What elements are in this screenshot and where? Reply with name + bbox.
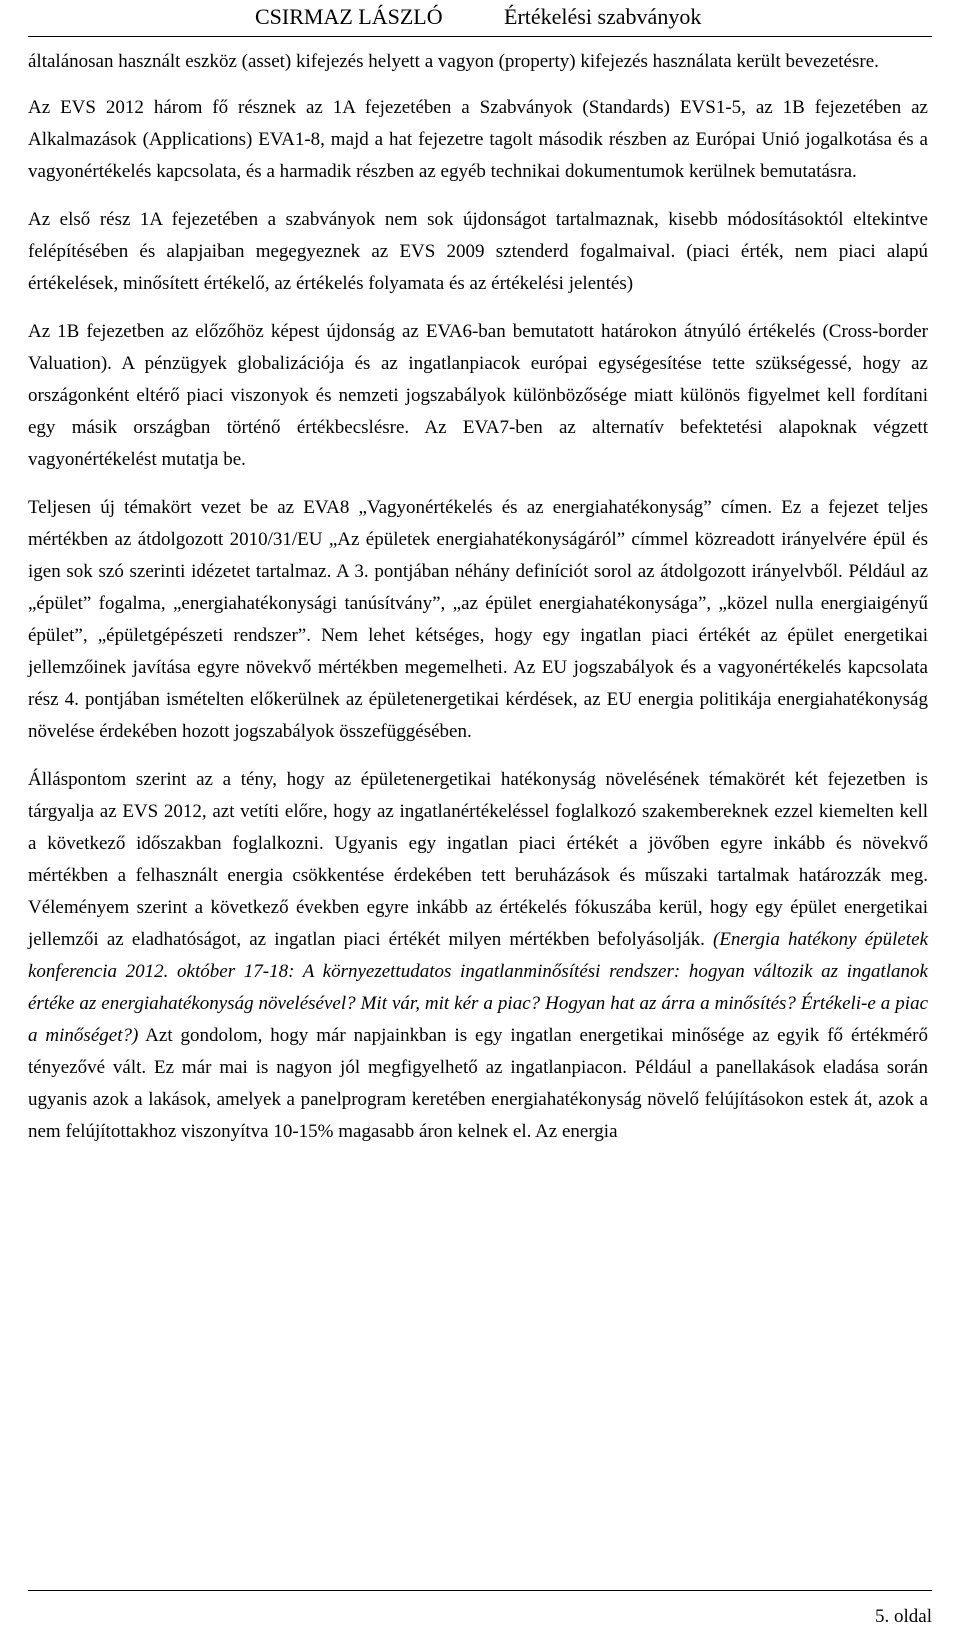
document-body <box>28 46 928 1164</box>
paragraph-continuation: általánosan használt eszköz (asset) kifejezés helyett a vagyon (property) kifejezés használata került bevezetésre. <box>28 51 879 72</box>
page-number: 5. oldal <box>875 1606 932 1627</box>
paragraph-eva8: Teljesen új témakört vezet be az EVA8 „Vagyonértékelés és az energiahatékonyság” címen. Ez a fejezet teljes mértékben az átdolgozott 2010/31/EU „Az épületek energiahatékonyságáról” címmel közreadott irányelvére épül és igen sok szó szerinti idézetet tartalmaz. A 3. pontjában néhány definíciót sorol az átdolgozott irányelvből. Például az „épület” fogalma, „energiahatékonysági tanúsítvány”, „az épület energiahatékonysága”, „közel nulla energiaigényű épület”, „épületgépészeti rendszer”. Nem lehet kétséges, hogy egy ingatlan piaci értékét az épület energetikai jellemzőinek javítása egyre növekvő mértékben megemelheti. Az EU jogszabályok és a vagyonértékelés kapcsolata rész 4. pontjában ismételten előkerülnek az épületenergetikai kérdések, az EU energia politikája energiahatékonyság növelése érdekében hozott jogszabályok összefüggésében. <box>28 497 928 742</box>
header-author: CSIRMAZ LÁSZLÓ <box>255 4 443 29</box>
paragraph-evs-structure: Az EVS 2012 három fő résznek az 1A fejezetében a Szabványok (Standards) EVS1-5, az 1B fejezetében az Alkalmazások (Applications) EVA1-8, majd a hat fejezetre tagolt második részben az Európai Unió jogalkotása és a vagyonértékelés kapcsolata, és a harmadik részben az egyéb technikai dokumentumok kerülnek bemutatásra. <box>28 97 928 182</box>
header-title: Értékelési szabványok <box>504 4 702 29</box>
paragraph-part-1a: Az első rész 1A fejezetében a szabványok nem sok újdonságot tartalmaznak, kisebb módosításoktól eltekintve felépítésében és alapjaiban megegyeznek az EVS 2009 sztenderd fogalmaival. (piaci érték, nem piaci alapú értékelések, minősített értékelő, az értékelés folyamata és az értékelési jelentés) <box>28 209 928 294</box>
opinion-text-start: Álláspontom szerint az a tény, hogy az épületenergetikai hatékonyság növelésének témakörét két fejezetben is tárgyalja az EVS 2012, azt vetíti előre, hogy az ingatlanértékeléssel foglalkozó szakembereknek ezzel kiemelten kell a következő időszakban foglalkozni. Ugyanis egy ingatlan piaci értékét a jövőben egyre inkább és növekvő mértékben a felhasznált energia csökkentése érdekében tett beruházások és műszaki tartalmak határozzák meg. Véleményem szerint a következő években egyre inkább az értékelés fókuszába kerül, hogy egy épület energetikai jellemzői az eladhatóságot, az ingatlan piaci értékét milyen mértékben befolyásolják. <box>28 769 928 950</box>
opinion-text-end: Azt gondolom, hogy már napjainkban is egy ingatlan energetikai minősége az egyik fő értékmérő tényezővé vált. Ez már mai is nagyon jól megfigyelhető az ingatlanpiacon. Például a panellakások eladása során ugyanis azok a lakások, amelyek a panelprogram keretében energiahatékonyság növelő felújításokon estek át, azok a nem felújítottakhoz viszonyítva 10-15% magasabb áron kelnek el. Az energia <box>28 1025 928 1142</box>
page-header <box>28 0 932 37</box>
conference-citation: (Energia hatékony épületek konferencia 2012. október 17-18: A környezettudatos ingatlanminősítési rendszer: hogyan változik az ingatlanok értéke az energiahatékonyság növelésével? Mit vár, mit kér a piac? Hogyan hat az árra a minősítés? Értékeli-e a piac a minőséget?) <box>28 929 928 1046</box>
paragraph-opinion <box>28 764 928 1148</box>
paragraph-part-1b: Az 1B fejezetben az előzőhöz képest újdonság az EVA6-ban bemutatott határokon átnyúló értékelés (Cross-border Valuation). A pénzügyek globalizációja és az ingatlanpiacok európai egységesítése tette szükségessé, hogy az országonként eltérő piaci viszonyok és nemzeti jogszabályok különbözősége miatt különös figyelmet kell fordítani egy másik országban történő értékbecslésre. Az EVA7-ben az alternatív befektetési alapoknak végzett vagyonértékelést mutatja be. <box>28 321 928 470</box>
page-footer <box>28 1590 932 1639</box>
